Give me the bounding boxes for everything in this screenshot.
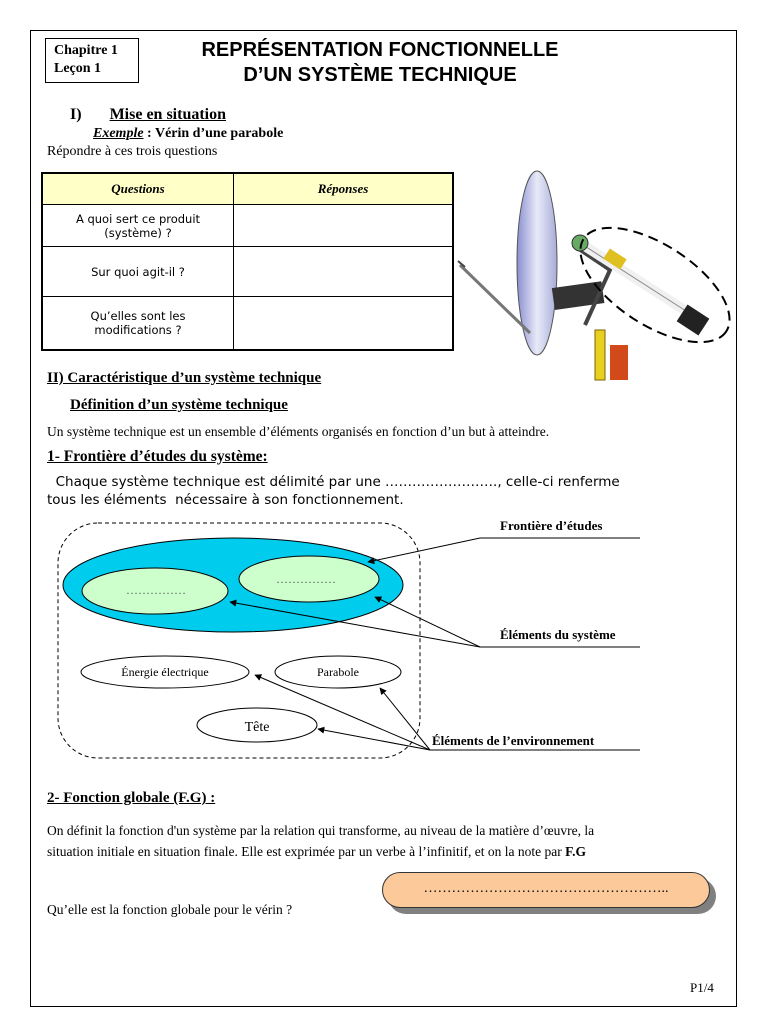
section2-title: II) Caractéristique d’un système technique bbox=[47, 370, 322, 386]
env-label-energie: Énergie électrique bbox=[121, 665, 209, 679]
answer-blank: …………………………………………….. bbox=[423, 881, 669, 896]
blank-element-1: …………… bbox=[126, 583, 186, 597]
table-row bbox=[42, 247, 453, 297]
question-cell: Sur quoi agit-il ? bbox=[42, 247, 234, 297]
definition-text: Un système technique est un ensemble d’éléments organisés en fonction d’un but à atteindre. bbox=[47, 424, 550, 439]
parabola-dish-illustration bbox=[455, 165, 740, 383]
answer-cell[interactable] bbox=[234, 247, 454, 297]
blank-element-2: …………… bbox=[276, 572, 336, 586]
chapter-box bbox=[45, 38, 139, 83]
instruction-text: Répondre à ces trois questions bbox=[47, 144, 218, 159]
section1-heading bbox=[70, 106, 226, 124]
table-row bbox=[42, 205, 453, 247]
frontiere-title: 1- Frontière d’études du système: bbox=[47, 448, 268, 465]
fonction-title: 2- Fonction globale (F.G) : bbox=[47, 790, 216, 806]
page-number: P1/4 bbox=[690, 980, 714, 995]
lesson-label: Leçon 1 bbox=[54, 61, 102, 76]
example-label: Exemple bbox=[93, 126, 144, 141]
env-label-tete: Tête bbox=[244, 720, 270, 735]
answer-cell[interactable] bbox=[234, 205, 454, 247]
header-questions: Questions bbox=[42, 173, 234, 205]
table-header-row bbox=[42, 173, 453, 205]
env-label-parabole: Parabole bbox=[317, 665, 359, 679]
table-row bbox=[42, 297, 453, 351]
definition-title: Définition d’un système technique bbox=[70, 397, 288, 413]
answer-bubble[interactable] bbox=[382, 872, 710, 908]
questions-table bbox=[41, 172, 454, 351]
answer-cell[interactable] bbox=[234, 297, 454, 351]
chapter-label: Chapitre 1 bbox=[54, 43, 118, 58]
label-frontiere: Frontière d’études bbox=[500, 518, 603, 533]
system-boundary-diagram bbox=[40, 510, 660, 770]
frontiere-text: Chaque système technique est délimité par une ……………………., celle-ci renferme tous les éléments nécessaire à son fonctionnement. bbox=[47, 474, 620, 508]
fonction-text: On définit la fonction d'un système par la relation qui transforme, au niveau de la matière d’œuvre, la situation initiale en situation finale. Elle est exprimée par un verbe à l’infinitif, et on la note par F.G bbox=[47, 823, 595, 859]
title-line-2: D’UN SYSTÈME TECHNIQUE bbox=[243, 64, 517, 86]
section1-number: I) bbox=[70, 106, 82, 123]
title-line-1: REPRÉSENTATION FONCTIONNELLE bbox=[201, 39, 559, 61]
question-cell: Qu’elles sont les modifications ? bbox=[42, 297, 234, 351]
label-elements: Éléments du système bbox=[500, 627, 616, 642]
example-line bbox=[93, 126, 283, 142]
header-reponses: Réponses bbox=[234, 173, 454, 205]
fonction-question: Qu’elle est la fonction globale pour le vérin ? bbox=[47, 902, 293, 917]
page-title bbox=[150, 38, 610, 88]
example-text: : Vérin d’une parabole bbox=[143, 126, 284, 141]
label-env: Éléments de l’environnement bbox=[432, 733, 595, 748]
section1-title: Mise en situation bbox=[109, 106, 227, 123]
question-cell: A quoi sert ce produit (système) ? bbox=[42, 205, 234, 247]
